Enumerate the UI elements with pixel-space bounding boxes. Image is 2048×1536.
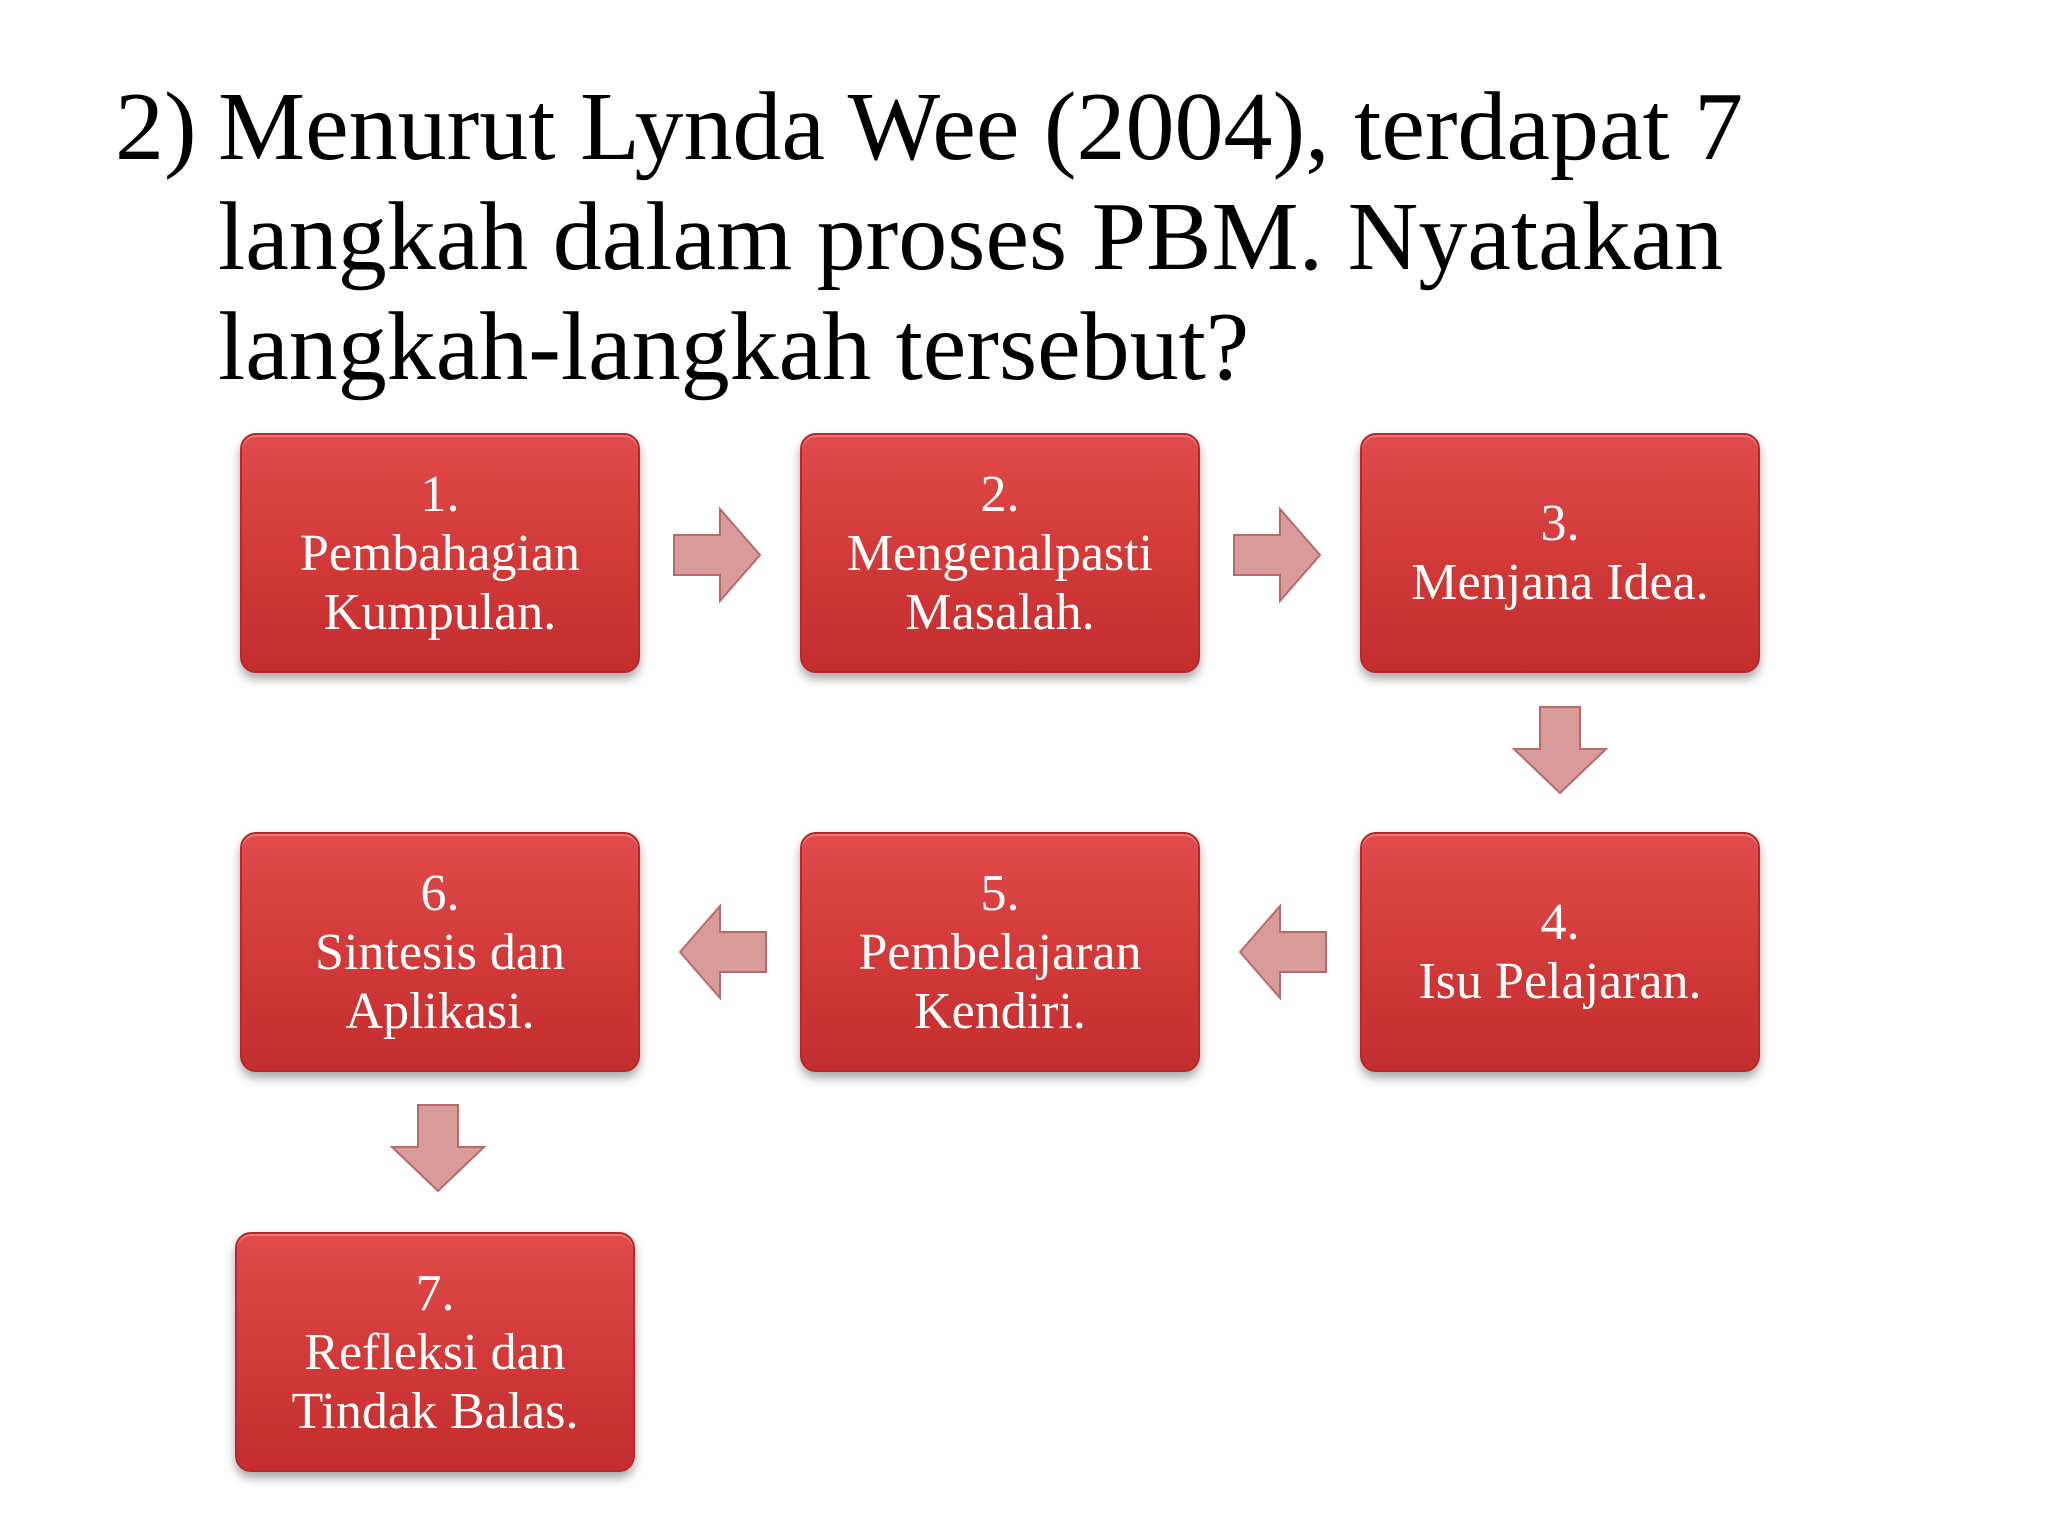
arrow-right-icon: [1232, 505, 1322, 605]
step-box-4: [1360, 832, 1760, 1072]
step-box-2: [800, 433, 1200, 673]
question-line-3: langkah-langkah tersebut?: [218, 293, 1250, 401]
step-6-line-2: Aplikasi.: [345, 982, 535, 1040]
arrow-down-icon: [1510, 705, 1610, 795]
step-1-line-2: Kumpulan.: [323, 583, 557, 641]
step-5-number: 5.: [980, 864, 1020, 922]
step-6-line-1: Sintesis dan: [315, 923, 565, 981]
step-7-line-2: Tindak Balas.: [291, 1382, 579, 1440]
step-4-number: 4.: [1540, 894, 1580, 951]
step-6-number: 6.: [420, 864, 460, 922]
step-7-line-1: Refleksi dan: [304, 1323, 566, 1381]
step-box-7: [235, 1232, 635, 1472]
step-box-5: [800, 832, 1200, 1072]
question-line-1: Menurut Lynda Wee (2004), terdapat 7: [218, 73, 1744, 181]
step-box-6: [240, 832, 640, 1072]
question-heading: [115, 72, 1895, 402]
step-1-line-1: Pembahagian: [299, 524, 581, 582]
step-2-line-2: Masalah.: [905, 583, 1095, 641]
step-4-line-1: Isu Pelajaran.: [1418, 953, 1702, 1010]
step-5-line-1: Pembelajaran: [858, 923, 1142, 981]
arrow-left-icon: [1238, 902, 1328, 1002]
step-7-number: 7.: [415, 1264, 455, 1322]
arrow-left-icon: [678, 902, 768, 1002]
step-3-number: 3.: [1540, 495, 1580, 552]
step-box-1: [240, 433, 640, 673]
step-2-number: 2.: [980, 465, 1020, 523]
arrow-right-icon: [672, 505, 762, 605]
question-number: 2): [115, 73, 197, 181]
step-5-line-2: Kendiri.: [914, 982, 1086, 1040]
step-box-3: [1360, 433, 1760, 673]
step-3-line-1: Menjana Idea.: [1411, 554, 1709, 611]
step-1-number: 1.: [420, 465, 460, 523]
step-2-line-1: Mengenalpasti: [846, 524, 1154, 582]
question-line-2: langkah dalam proses PBM. Nyatakan: [218, 183, 1724, 291]
arrow-down-icon: [388, 1103, 488, 1193]
